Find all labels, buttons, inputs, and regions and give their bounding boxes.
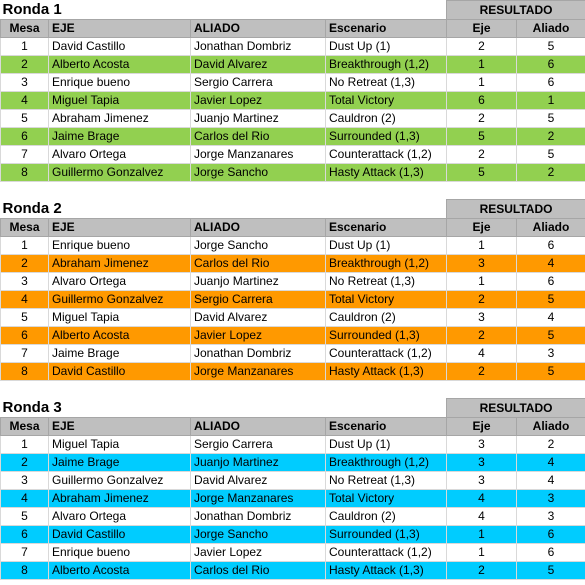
eje-cell[interactable]: Enrique bueno	[49, 237, 191, 255]
eje-cell[interactable]: Alvaro Ortega	[49, 146, 191, 164]
result-eje-cell[interactable]: 2	[447, 38, 517, 56]
result-aliado-cell[interactable]: 6	[517, 273, 585, 291]
eje-cell[interactable]: Guillermo Gonzalvez	[49, 291, 191, 309]
result-aliado-cell[interactable]: 6	[517, 56, 585, 74]
mesa-cell[interactable]: 5	[1, 508, 49, 526]
escenario-cell[interactable]: Surrounded (1,3)	[326, 327, 447, 345]
res-eje-header[interactable]: Eje	[447, 418, 517, 436]
table-row	[1, 472, 585, 490]
aliado-cell[interactable]: Javier Lopez	[191, 92, 326, 110]
escenario-cell[interactable]: No Retreat (1,3)	[326, 273, 447, 291]
column-header-row	[1, 20, 585, 38]
aliado-cell[interactable]: Jorge Sancho	[191, 237, 326, 255]
mesa-cell[interactable]: 3	[1, 472, 49, 490]
mesa-cell[interactable]: 6	[1, 327, 49, 345]
result-aliado-cell[interactable]: 3	[517, 508, 585, 526]
table-row	[1, 345, 585, 363]
eje-cell[interactable]: Alberto Acosta	[49, 562, 191, 580]
escenario-cell[interactable]: Counterattack (1,2)	[326, 345, 447, 363]
table-row	[1, 128, 585, 146]
aliado-cell[interactable]: Jorge Manzanares	[191, 363, 326, 381]
ronda-3-section	[1, 399, 585, 580]
mesa-header[interactable]: Mesa	[1, 219, 49, 237]
aliado-cell[interactable]: Sergio Carrera	[191, 291, 326, 309]
eje-cell[interactable]: Jaime Brage	[49, 454, 191, 472]
result-eje-cell[interactable]: 2	[447, 146, 517, 164]
aliado-cell[interactable]: Carlos del Rio	[191, 255, 326, 273]
table-row	[1, 526, 585, 544]
eje-cell[interactable]: David Castillo	[49, 363, 191, 381]
result-aliado-cell[interactable]: 6	[517, 237, 585, 255]
escenario-cell[interactable]: No Retreat (1,3)	[326, 74, 447, 92]
table-row	[1, 562, 585, 580]
ronda-title[interactable]: Ronda 1	[2, 1, 62, 19]
result-aliado-cell[interactable]: 6	[517, 526, 585, 544]
result-eje-cell[interactable]: 4	[447, 345, 517, 363]
aliado-cell[interactable]: Javier Lopez	[191, 544, 326, 562]
escenario-header[interactable]: Escenario	[326, 20, 447, 38]
result-aliado-cell[interactable]: 1	[517, 92, 585, 110]
result-eje-cell[interactable]: 3	[447, 454, 517, 472]
eje-cell[interactable]: Miguel Tapia	[49, 436, 191, 454]
mesa-cell[interactable]: 8	[1, 562, 49, 580]
aliado-cell[interactable]: Jonathan Dombriz	[191, 508, 326, 526]
aliado-cell[interactable]: Carlos del Rio	[191, 128, 326, 146]
table-row	[1, 237, 585, 255]
aliado-header[interactable]: ALIADO	[191, 219, 326, 237]
result-aliado-cell[interactable]: 2	[517, 164, 585, 182]
aliado-cell[interactable]: Jorge Manzanares	[191, 490, 326, 508]
result-aliado-cell[interactable]: 4	[517, 255, 585, 273]
mesa-cell[interactable]: 7	[1, 345, 49, 363]
mesa-cell[interactable]: 8	[1, 363, 49, 381]
result-eje-cell[interactable]: 1	[447, 74, 517, 92]
aliado-cell[interactable]: Jonathan Dombriz	[191, 38, 326, 56]
result-eje-cell[interactable]: 3	[447, 309, 517, 327]
aliado-cell[interactable]: Sergio Carrera	[191, 74, 326, 92]
mesa-cell[interactable]: 3	[1, 273, 49, 291]
table-row	[1, 74, 585, 92]
result-aliado-cell[interactable]: 3	[517, 490, 585, 508]
mesa-cell[interactable]: 5	[1, 110, 49, 128]
column-header-row	[1, 418, 585, 436]
res-aliado-header[interactable]: Aliado	[517, 418, 585, 436]
mesa-header[interactable]: Mesa	[1, 20, 49, 38]
result-aliado-cell[interactable]: 5	[517, 110, 585, 128]
result-eje-cell[interactable]: 3	[447, 436, 517, 454]
result-eje-cell[interactable]: 2	[447, 110, 517, 128]
table-row	[1, 454, 585, 472]
eje-cell[interactable]: Abraham Jimenez	[49, 110, 191, 128]
mesa-cell[interactable]: 3	[1, 74, 49, 92]
eje-cell[interactable]: Alberto Acosta	[49, 327, 191, 345]
spacer-cell	[1, 381, 585, 399]
table-row	[1, 309, 585, 327]
mesa-cell[interactable]: 1	[1, 237, 49, 255]
eje-cell[interactable]: Guillermo Gonzalvez	[49, 164, 191, 182]
eje-cell[interactable]: Guillermo Gonzalvez	[49, 472, 191, 490]
result-aliado-cell[interactable]: 2	[517, 436, 585, 454]
result-aliado-cell[interactable]: 3	[517, 345, 585, 363]
escenario-header[interactable]: Escenario	[326, 219, 447, 237]
table-row	[1, 92, 585, 110]
mesa-cell[interactable]: 1	[1, 38, 49, 56]
aliado-cell[interactable]: David Alvarez	[191, 56, 326, 74]
aliado-cell[interactable]: David Alvarez	[191, 309, 326, 327]
mesa-cell[interactable]: 2	[1, 56, 49, 74]
result-eje-cell[interactable]: 6	[447, 92, 517, 110]
escenario-cell[interactable]: Dust Up (1)	[326, 237, 447, 255]
table-row	[1, 508, 585, 526]
table-row	[1, 38, 585, 56]
spacer-row	[1, 182, 585, 200]
eje-cell[interactable]: Miguel Tapia	[49, 92, 191, 110]
result-aliado-cell[interactable]: 5	[517, 38, 585, 56]
escenario-cell[interactable]: Total Victory	[326, 291, 447, 309]
result-eje-cell[interactable]: 4	[447, 490, 517, 508]
result-aliado-cell[interactable]: 5	[517, 562, 585, 580]
eje-cell[interactable]: David Castillo	[49, 38, 191, 56]
result-eje-cell[interactable]: 1	[447, 237, 517, 255]
result-eje-cell[interactable]: 5	[447, 128, 517, 146]
mesa-cell[interactable]: 4	[1, 490, 49, 508]
escenario-cell[interactable]: Dust Up (1)	[326, 436, 447, 454]
escenario-cell[interactable]: Breakthrough (1,2)	[326, 56, 447, 74]
eje-cell[interactable]: Abraham Jimenez	[49, 490, 191, 508]
aliado-cell[interactable]: Juanjo Martinez	[191, 273, 326, 291]
mesa-cell[interactable]: 2	[1, 454, 49, 472]
result-eje-cell[interactable]: 1	[447, 544, 517, 562]
result-aliado-cell[interactable]: 5	[517, 363, 585, 381]
mesa-header[interactable]: Mesa	[1, 418, 49, 436]
resultado-header[interactable]: RESULTADO	[447, 1, 585, 20]
escenario-cell[interactable]: Cauldron (2)	[326, 110, 447, 128]
res-aliado-header[interactable]: Aliado	[517, 20, 585, 38]
res-eje-header[interactable]: Eje	[447, 219, 517, 237]
aliado-cell[interactable]: Javier Lopez	[191, 327, 326, 345]
table-row	[1, 363, 585, 381]
result-eje-cell[interactable]: 3	[447, 255, 517, 273]
result-aliado-cell[interactable]: 4	[517, 454, 585, 472]
mesa-cell[interactable]: 4	[1, 291, 49, 309]
spacer-cell	[1, 182, 585, 200]
result-aliado-cell[interactable]: 5	[517, 146, 585, 164]
aliado-cell[interactable]: Jorge Sancho	[191, 164, 326, 182]
spacer-row	[1, 381, 585, 399]
result-aliado-cell[interactable]: 2	[517, 128, 585, 146]
escenario-cell[interactable]: Breakthrough (1,2)	[326, 454, 447, 472]
result-eje-cell[interactable]: 5	[447, 164, 517, 182]
eje-cell[interactable]: Alvaro Ortega	[49, 508, 191, 526]
table-row	[1, 56, 585, 74]
mesa-cell[interactable]: 7	[1, 544, 49, 562]
resultado-header[interactable]: RESULTADO	[447, 200, 585, 219]
table-row	[1, 273, 585, 291]
escenario-cell[interactable]: Hasty Attack (1,3)	[326, 363, 447, 381]
aliado-cell[interactable]: Juanjo Martinez	[191, 110, 326, 128]
eje-cell[interactable]: Jaime Brage	[49, 128, 191, 146]
ronda-title[interactable]: Ronda 3	[2, 399, 62, 417]
ronda-title[interactable]: Ronda 2	[2, 200, 62, 218]
mesa-cell[interactable]: 6	[1, 128, 49, 146]
mesa-cell[interactable]: 7	[1, 146, 49, 164]
aliado-cell[interactable]: Jorge Manzanares	[191, 146, 326, 164]
table-row	[1, 327, 585, 345]
aliado-cell[interactable]: Jorge Sancho	[191, 526, 326, 544]
result-aliado-cell[interactable]: 6	[517, 544, 585, 562]
mesa-cell[interactable]: 2	[1, 255, 49, 273]
aliado-cell[interactable]: Sergio Carrera	[191, 436, 326, 454]
escenario-cell[interactable]: Hasty Attack (1,3)	[326, 562, 447, 580]
eje-cell[interactable]: David Castillo	[49, 526, 191, 544]
escenario-cell[interactable]: Cauldron (2)	[326, 508, 447, 526]
eje-cell[interactable]: Alberto Acosta	[49, 56, 191, 74]
escenario-cell[interactable]: Hasty Attack (1,3)	[326, 164, 447, 182]
result-eje-cell[interactable]: 2	[447, 562, 517, 580]
escenario-header[interactable]: Escenario	[326, 418, 447, 436]
result-eje-cell[interactable]: 1	[447, 273, 517, 291]
escenario-cell[interactable]: Cauldron (2)	[326, 309, 447, 327]
result-aliado-cell[interactable]: 5	[517, 327, 585, 345]
result-eje-cell[interactable]: 3	[447, 472, 517, 490]
result-eje-cell[interactable]: 1	[447, 526, 517, 544]
escenario-cell[interactable]: No Retreat (1,3)	[326, 472, 447, 490]
aliado-cell[interactable]: Jonathan Dombriz	[191, 345, 326, 363]
result-aliado-cell[interactable]: 4	[517, 472, 585, 490]
result-eje-cell[interactable]: 2	[447, 291, 517, 309]
ronda-2-section	[1, 200, 585, 399]
result-aliado-cell[interactable]: 4	[517, 309, 585, 327]
aliado-cell[interactable]: David Alvarez	[191, 472, 326, 490]
eje-cell[interactable]: Enrique bueno	[49, 74, 191, 92]
result-eje-cell[interactable]: 4	[447, 508, 517, 526]
result-aliado-cell[interactable]: 5	[517, 291, 585, 309]
aliado-cell[interactable]: Carlos del Rio	[191, 562, 326, 580]
res-aliado-header[interactable]: Aliado	[517, 219, 585, 237]
table-row	[1, 291, 585, 309]
eje-cell[interactable]: Miguel Tapia	[49, 309, 191, 327]
eje-cell[interactable]: Jaime Brage	[49, 345, 191, 363]
escenario-cell[interactable]: Counterattack (1,2)	[326, 146, 447, 164]
result-eje-cell[interactable]: 2	[447, 327, 517, 345]
eje-cell[interactable]: Abraham Jimenez	[49, 255, 191, 273]
column-header-row	[1, 219, 585, 237]
result-eje-cell[interactable]: 1	[447, 56, 517, 74]
aliado-header[interactable]: ALIADO	[191, 20, 326, 38]
escenario-cell[interactable]: Total Victory	[326, 92, 447, 110]
resultado-header[interactable]: RESULTADO	[447, 399, 585, 418]
table-row	[1, 544, 585, 562]
eje-header[interactable]: EJE	[49, 219, 191, 237]
mesa-cell[interactable]: 5	[1, 309, 49, 327]
escenario-cell[interactable]: Total Victory	[326, 490, 447, 508]
mesa-cell[interactable]: 6	[1, 526, 49, 544]
aliado-header[interactable]: ALIADO	[191, 418, 326, 436]
table-row	[1, 146, 585, 164]
eje-header[interactable]: EJE	[49, 20, 191, 38]
res-eje-header[interactable]: Eje	[447, 20, 517, 38]
eje-cell[interactable]: Alvaro Ortega	[49, 273, 191, 291]
escenario-cell[interactable]: Breakthrough (1,2)	[326, 255, 447, 273]
table-row	[1, 436, 585, 454]
ronda-1-section	[1, 1, 585, 200]
mesa-cell[interactable]: 8	[1, 164, 49, 182]
eje-header[interactable]: EJE	[49, 418, 191, 436]
table-row	[1, 255, 585, 273]
table-row	[1, 164, 585, 182]
table-row	[1, 490, 585, 508]
escenario-cell[interactable]: Counterattack (1,2)	[326, 544, 447, 562]
escenario-cell[interactable]: Surrounded (1,3)	[326, 128, 447, 146]
result-eje-cell[interactable]: 2	[447, 363, 517, 381]
result-aliado-cell[interactable]: 6	[517, 74, 585, 92]
mesa-cell[interactable]: 1	[1, 436, 49, 454]
escenario-cell[interactable]: Dust Up (1)	[326, 38, 447, 56]
table-row	[1, 110, 585, 128]
mesa-cell[interactable]: 4	[1, 92, 49, 110]
aliado-cell[interactable]: Juanjo Martinez	[191, 454, 326, 472]
escenario-cell[interactable]: Surrounded (1,3)	[326, 526, 447, 544]
eje-cell[interactable]: Enrique bueno	[49, 544, 191, 562]
